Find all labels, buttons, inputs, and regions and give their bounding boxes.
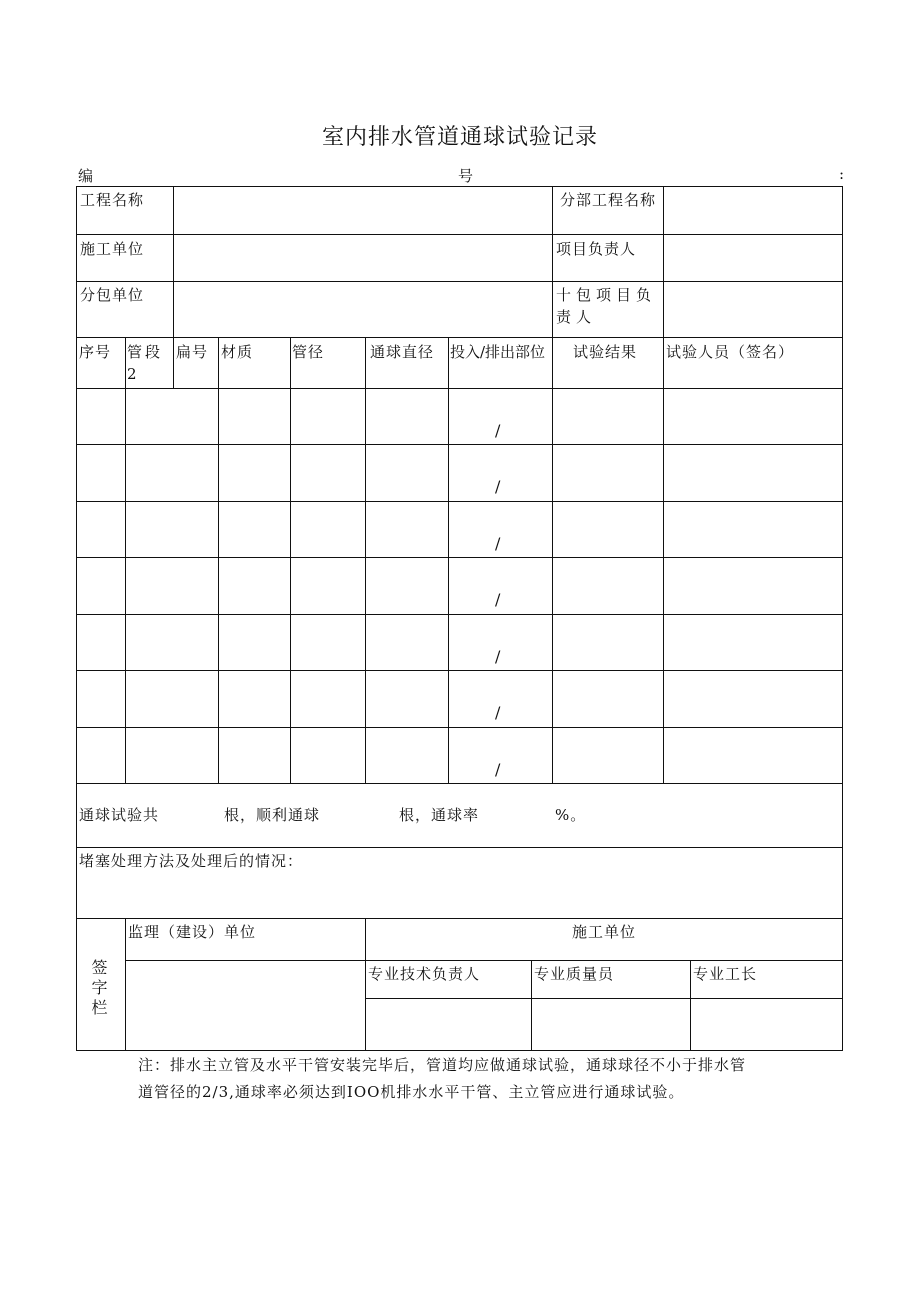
form-line [76, 281, 843, 282]
col-header-material: 材质 [221, 343, 254, 361]
form-line [173, 186, 174, 337]
col-header-seq: 序号 [79, 343, 112, 361]
footnote [138, 1052, 844, 1106]
entry-exit-mark: / [495, 477, 501, 496]
page-title: 室内排水管道通球试验记录 [321, 125, 598, 150]
record-form [76, 186, 843, 1051]
summary-passed-label: 根，顺利通球 [224, 806, 321, 824]
col-header-number: 扁号 [176, 343, 209, 361]
form-line [663, 186, 664, 337]
col-header-ball-diameter: 通球直径 [370, 343, 435, 361]
form-line [76, 337, 843, 338]
record-number-label-left: 编 [78, 167, 94, 185]
project-manager-label: 项目负责人 [556, 240, 637, 258]
summary-percent: %。 [555, 806, 587, 824]
entry-exit-mark: / [495, 647, 501, 666]
form-line [76, 783, 843, 784]
record-number-row [78, 165, 844, 187]
form-line [76, 444, 843, 445]
col-header-segment: 管段2 [127, 343, 164, 383]
footnote-line-1: 注：排水主立管及水平干管安装完毕后，管道均应做通球试验，通球球径不小于排水管 [138, 1056, 747, 1074]
quality-inspector-label: 专业质量员 [534, 965, 615, 983]
form-line [218, 337, 219, 783]
entry-exit-mark: / [495, 590, 501, 609]
blockage-label: 堵塞处理方法及处理后的情况： [79, 852, 304, 870]
form-line [76, 501, 843, 502]
sub-manager-label: 十包项目负责人 [556, 286, 657, 326]
contractor-label: 施工单位 [80, 240, 145, 258]
signature-column-label: 签字栏 [91, 958, 109, 1017]
col-header-result: 试验结果 [573, 343, 638, 361]
summary-rate-label: 根，通球率 [399, 806, 480, 824]
supervisor-label: 监理（建设）单位 [128, 923, 257, 941]
form-line [76, 557, 843, 558]
col-header-entry-exit: 投入/排出部位 [450, 343, 546, 361]
tech-lead-label: 专业技术负责人 [368, 965, 481, 983]
form-line [365, 337, 366, 783]
record-number-colon: : [838, 165, 844, 183]
form-line [365, 998, 843, 999]
foreman-label: 专业工长 [693, 965, 758, 983]
subcontractor-label: 分包单位 [80, 286, 145, 304]
col-header-pipe-diameter: 管径 [292, 343, 325, 361]
form-line [663, 337, 664, 783]
form-line [690, 960, 691, 1051]
form-line [125, 918, 126, 1051]
form-line [76, 388, 843, 389]
form-line [76, 234, 843, 235]
project-name-label: 工程名称 [80, 191, 145, 209]
sign-contractor-label: 施工单位 [571, 923, 636, 941]
form-line [76, 918, 843, 919]
form-line [76, 847, 843, 848]
form-line [531, 960, 532, 1051]
form-line [173, 337, 174, 388]
form-line [76, 614, 843, 615]
form-line [125, 337, 126, 783]
entry-exit-mark: / [495, 421, 501, 440]
form-line [448, 337, 449, 783]
entry-exit-mark: / [495, 760, 501, 779]
form-line [552, 337, 553, 783]
entry-exit-mark: / [495, 703, 501, 722]
summary-total-label: 通球试验共 [79, 806, 160, 824]
form-line [125, 960, 843, 961]
form-line [552, 186, 553, 337]
form-line [290, 337, 291, 783]
entry-exit-mark: / [495, 534, 501, 553]
form-line [76, 670, 843, 671]
form-line [76, 727, 843, 728]
footnote-line-2: 道管径的2/3,通球率必须达到IOO机排水水平干管、主立管应进行通球试验。 [138, 1083, 685, 1101]
record-number-label-mid: 号 [458, 167, 474, 185]
sub-project-label: 分部工程名称 [559, 191, 656, 209]
col-header-tester: 试验人员（签名） [666, 343, 795, 361]
